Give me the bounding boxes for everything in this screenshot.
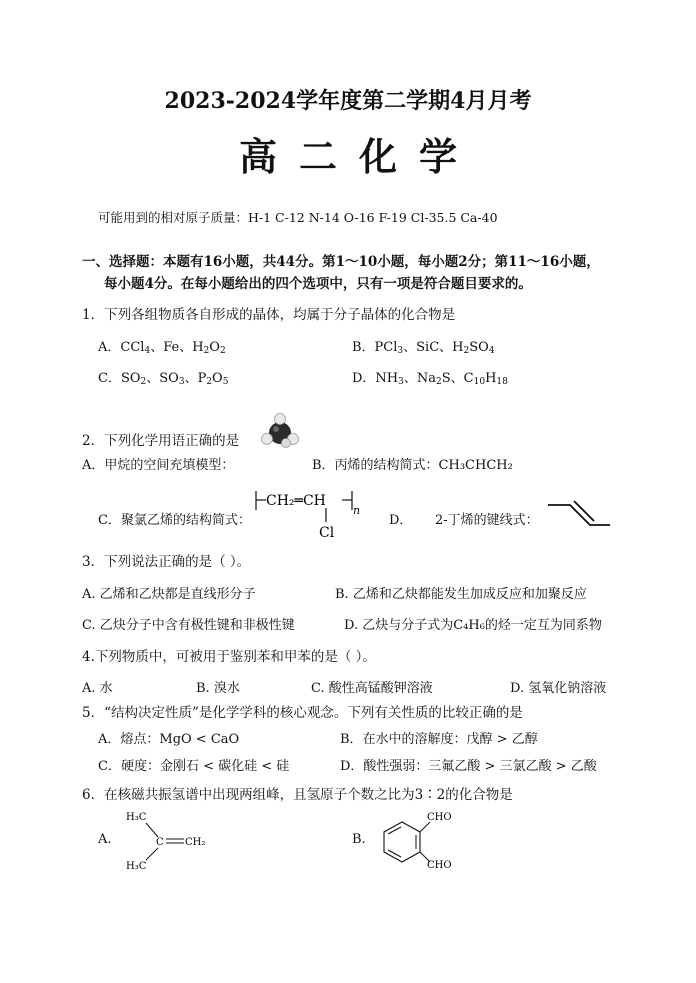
methane-model-image bbox=[260, 412, 302, 448]
section1-line2: 每小题4分。在每小题给出的四个选项中，只有一项是符合题目要求的。 bbox=[104, 276, 532, 292]
q4-option-b: B. 溴水 bbox=[196, 681, 240, 696]
q1-option-c: C．$SO_2$、$SO_3$、$P_2O_5$ bbox=[98, 371, 229, 387]
q5-option-a: A．熔点：MgO < CaO bbox=[98, 732, 240, 747]
isobutene-structure bbox=[124, 808, 214, 876]
2-butene-skeletal bbox=[546, 500, 612, 530]
q1-option-d: D．$NH_3$、$Na_2S$、$C_{10}H_{18}$ bbox=[352, 371, 508, 387]
svg-text:Cl: Cl bbox=[319, 525, 335, 541]
q6-option-b: B. bbox=[352, 832, 366, 847]
q5-option-d: D．酸性强弱：三氟乙酸 > 三氯乙酸 > 乙酸 bbox=[340, 759, 597, 774]
svg-text:C: C bbox=[156, 837, 164, 848]
subject-title: 高二化学 bbox=[238, 134, 479, 179]
q1-option-a: A．CCl$_4$、Fe、$H_2O_2$ bbox=[98, 340, 226, 356]
q3-option-d: D. 乙炔与分子式为C₄H₆的烃一定互为同系物 bbox=[344, 618, 602, 633]
atomic-masses: 可能用到的相对原子质量：H-1 C-12 N-14 O-16 F-19 Cl-35.5 Ca-40 bbox=[98, 210, 498, 225]
q3-stem: 3．下列说法正确的是（ ）。 bbox=[82, 554, 251, 570]
svg-text:CH₂: CH₂ bbox=[185, 837, 206, 848]
q3-option-a: A. 乙烯和乙炔都是直线形分子 bbox=[82, 587, 256, 602]
q3-option-b: B. 乙烯和乙炔都能发生加成反应和加聚反应 bbox=[335, 587, 587, 602]
svg-text:CHO: CHO bbox=[427, 860, 452, 871]
q4-option-d: D. 氢氧化钠溶液 bbox=[510, 681, 607, 696]
svg-text:H₃C: H₃C bbox=[126, 812, 147, 823]
q3-option-c: C. 乙炔分子中含有极性键和非极性键 bbox=[82, 618, 295, 633]
svg-text:CHO: CHO bbox=[427, 812, 452, 823]
q4-option-a: A. 水 bbox=[82, 681, 113, 696]
q1-stem: 1．下列各组物质各自形成的晶体，均属于分子晶体的化合物是 bbox=[82, 307, 456, 323]
svg-text:n: n bbox=[353, 504, 360, 517]
q1-option-b: B．PCl$_3$、SiC、$H_2SO_4$ bbox=[352, 340, 495, 356]
exam-title: 2023-2024学年度第二学期4月月考 bbox=[164, 88, 532, 114]
q2-option-c: C．聚氯乙烯的结构简式： bbox=[98, 513, 251, 528]
q4-option-c: C. 酸性高锰酸钾溶液 bbox=[311, 681, 433, 696]
q2-option-a: A．甲烷的空间充填模型： bbox=[82, 458, 235, 473]
q2-option-d-text: 2-丁烯的键线式： bbox=[435, 513, 539, 528]
q5-option-c: C．硬度：金刚石 < 碳化硅 < 硅 bbox=[98, 759, 290, 774]
q4-stem: 4.下列物质中，可被用于鉴别苯和甲苯的是（ ）。 bbox=[82, 649, 376, 665]
q5-option-b: B．在水中的溶解度：戊醇 > 乙醇 bbox=[340, 732, 538, 747]
q2-option-b: B．丙烯的结构简式：CH₃CHCH₂ bbox=[312, 458, 513, 473]
pvc-structure bbox=[250, 486, 360, 542]
q6-option-a: A. bbox=[98, 832, 112, 847]
q2-option-d-label: D． bbox=[389, 513, 413, 528]
q5-stem: 5．“结构决定性质”是化学学科的核心观念。下列有关性质的比较正确的是 bbox=[82, 705, 523, 721]
q6-stem: 6．在核磁共振氢谱中出现两组峰，且氢原子个数之比为3∶2的化合物是 bbox=[82, 787, 513, 803]
phthalaldehyde-structure bbox=[376, 808, 486, 874]
q2-stem: 2．下列化学用语正确的是 bbox=[82, 433, 240, 449]
svg-text:H₃C: H₃C bbox=[126, 861, 147, 872]
svg-text:CH₂═CH: CH₂═CH bbox=[266, 493, 326, 509]
section1-line1: 一、选择题：本题有16小题，共44分。第1～10小题，每小题2分；第11～16小题， bbox=[82, 254, 600, 270]
